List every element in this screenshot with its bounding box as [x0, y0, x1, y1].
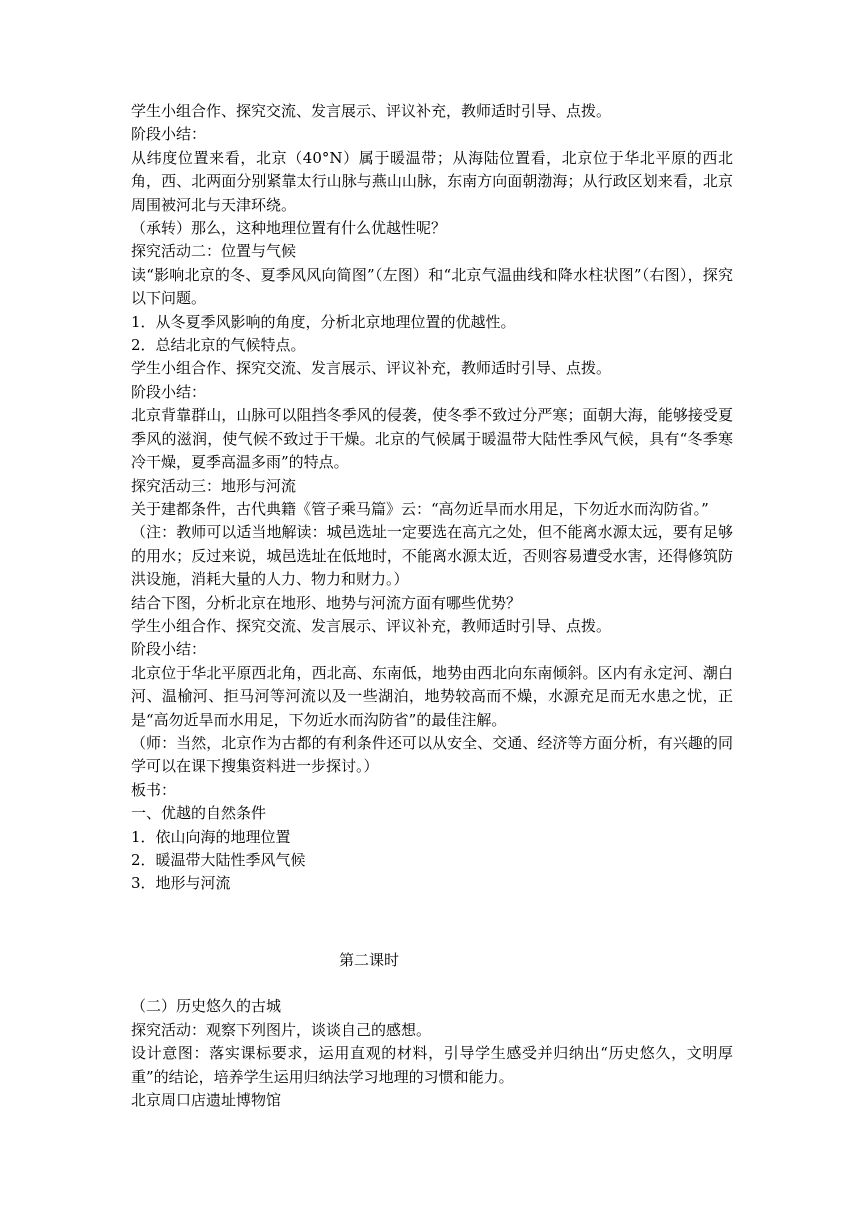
paragraph: 2．总结北京的气候特点。	[131, 336, 306, 355]
paragraph: 学生小组合作、探究交流、发言展示、评议补充，教师适时引导、点拨。	[131, 359, 612, 378]
document-body	[131, 100, 733, 1112]
paragraph: 探究活动三：地形与河流	[131, 476, 297, 495]
paragraph: 阶段小结：	[131, 640, 207, 659]
paragraph: 北京位于华北平原西北角，西北高、东南低，地势由西北向东南倾斜。区内有永定河、潮白河、温榆河、拒马河等河流以及一些湖泊，地势较高而不燥，水源充足而无水患之忧，正是“高勿近旱而水用足，下勿近水而沟防省”的最佳注解。	[131, 663, 733, 729]
paragraph: 北京周口店遗址博物馆	[131, 1091, 282, 1110]
blank-line	[131, 896, 733, 919]
blank-line	[131, 919, 733, 942]
paragraph: 从纬度位置来看，北京（40°N）属于暖温带；从海陆位置看，北京位于华北平原的西北角，西、北两面分别紧靠太行山脉与燕山山脉，东南方向面朝渤海；从行政区划来看，北京周围被河北与天津环绕。	[131, 148, 733, 214]
paragraph: 结合下图，分析北京在地形、地势与河流方面有哪些优势？	[131, 593, 522, 612]
paragraph: （师：当然，北京作为古都的有利条件还可以从安全、交通、经济等方面分析，有兴趣的同学可以在课下搜集资料进一步探讨。）	[131, 733, 733, 776]
paragraph: 探究活动二：位置与气候	[131, 242, 297, 261]
paragraph: （注：教师可以适当地解读：城邑选址一定要选在高亢之处，但不能离水源太远，要有足够的用水；反过来说，城邑选址在低地时，不能离水源太近，否则容易遭受水害，还得修筑防洪设施，消耗大量的人力、物力和财力。）	[131, 523, 733, 589]
paragraph: （二）历史悠久的古城	[131, 997, 282, 1016]
paragraph: 阶段小结：	[131, 382, 207, 401]
paragraph: （承转）那么，这种地理位置有什么优越性呢？	[131, 219, 447, 238]
paragraph: 北京背靠群山，山脉可以阻挡冬季风的侵袭，使冬季不致过分严寒；面朝大海，能够接受夏季风的滋润，使气候不致过于干燥。北京的气候属于暖温带大陆性季风气候，具有“冬季寒冷干燥，夏季高温多雨”的特点。	[131, 406, 733, 472]
blank-line	[131, 972, 733, 995]
paragraph: 关于建都条件，古代典籍《管子乘马篇》云：“高勿近旱而水用足，下勿近水而沟防省。”	[131, 499, 709, 518]
paragraph: 1．从冬夏季风影响的角度，分析北京地理位置的优越性。	[131, 312, 516, 331]
paragraph: 学生小组合作、探究交流、发言展示、评议补充，教师适时引导、点拨。	[131, 616, 612, 635]
paragraph: 读“影响北京的冬、夏季风风向简图”（左图）和“北京气温曲线和降水柱状图”（右图），探究以下问题。	[131, 265, 733, 308]
section-heading: 第二课时	[339, 950, 400, 969]
paragraph: 设计意图：落实课标要求，运用直观的材料，引导学生感受并归纳出“历史悠久，文明厚重”的结论，培养学生运用归纳法学习地理的习惯和能力。	[131, 1044, 733, 1086]
paragraph: 一、优越的自然条件	[131, 804, 267, 823]
paragraph: 探究活动：观察下列图片，谈谈自己的感想。	[131, 1020, 432, 1039]
paragraph: 2．暖温带大陆性季风气候	[131, 851, 306, 869]
paragraph: 1．依山向海的地理位置	[131, 827, 291, 846]
paragraph: 板书：	[131, 780, 177, 799]
paragraph: 学生小组合作、探究交流、发言展示、评议补充，教师适时引导、点拨。	[131, 102, 612, 120]
paragraph: 3．地形与河流	[131, 874, 231, 893]
paragraph: 阶段小结：	[131, 125, 207, 144]
